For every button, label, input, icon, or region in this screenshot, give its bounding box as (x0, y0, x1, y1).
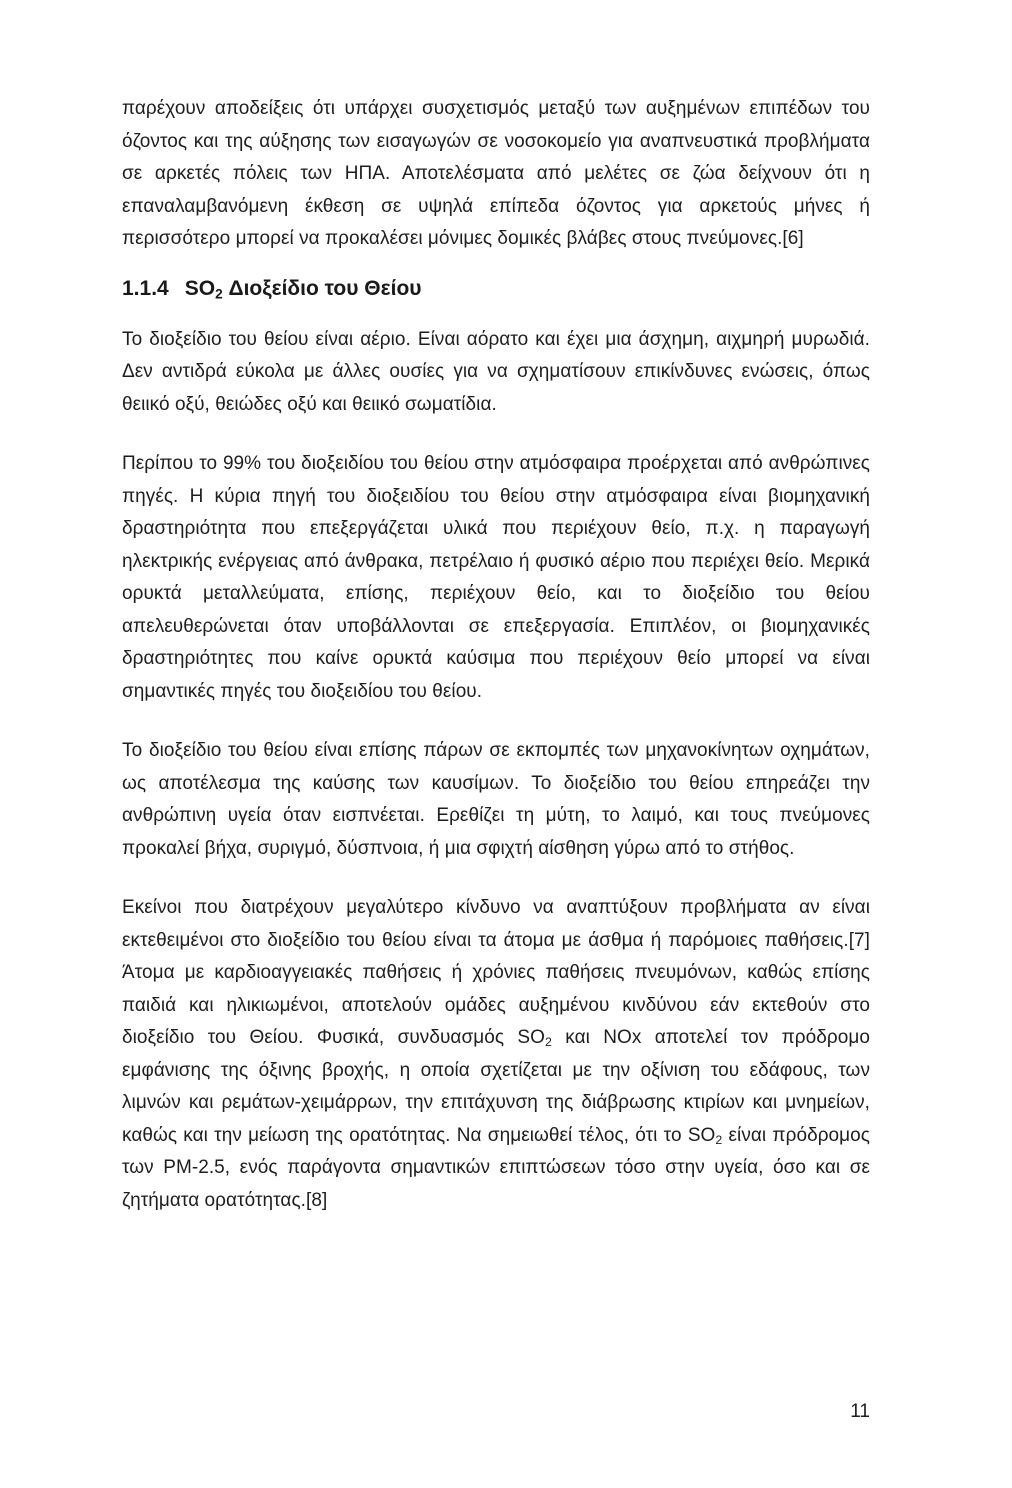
page-number: 11 (850, 1401, 870, 1422)
section-heading (122, 274, 870, 304)
page-content (122, 93, 870, 1217)
paragraph-so2-sources: Περίπου το 99% του διοξειδίου του θείου στην ατμόσφαιρα προέρχεται από ανθρώπινες πηγές. Η κύρια πηγή του διοξειδίου του θείου στην ατμόσφαιρα είναι βιομηχανική δραστηριότητα που επεξεργάζεται υλικά που περιέχουν θείο, π.χ. η παραγωγή ηλεκτρικής ενέργειας από άνθρακα, πετρέλαιο ή φυσικό αέριο που περιέχει θείο. Μερικά ορυκτά μεταλλεύματα, επίσης, περιέχουν θείο, και το διοξείδιο του θείου απελευθερώνεται όταν υποβάλλονται σε επεξεργασία. Επιπλέον, οι βιομηχανικές δραστηριότητες που καίνε ορυκτά καύσιμα που περιέχουν θείο μπορεί να είναι σημαντικές πηγές του διοξειδίου του θείου. (122, 453, 870, 702)
section-number: 1.1.4 (122, 276, 169, 300)
paragraph-so2-health: Το διοξείδιο του θείου είναι επίσης πάρων σε εκπομπές των μηχανοκίνητων οχημάτων, ως αποτέλεσμα της καύσης των καυσίμων. Το διοξείδιο του θείου επηρεάζει την ανθρώπινη υγεία όταν εισπνέεται. Ερεθίζει τη μύτη, το λαιμό, και τους πνεύμονες προκαλεί βήχα, συριγμό, δύσπνοια, ή μια σφιχτή αίσθηση γύρω από το στήθος. (122, 740, 870, 859)
section-title-formula: $SO_2$ (184, 276, 223, 301)
paragraph-gap (122, 865, 870, 892)
paragraph-ozone-continuation: παρέχουν αποδείξεις ότι υπάρχει συσχετισμός μεταξύ των αυξημένων επιπέδων του όζοντος και της αύξησης των εισαγωγών σε νοσοκομείο για αναπνευστικά προβλήματα σε αρκετές πόλεις των ΗΠΑ. Αποτελέσματα από μελέτες σε ζώα δείχνουν ότι η επαναλαμβανόμενη έκθεση σε υψηλά επίπεδα όζοντος για αρκετούς μήνες ή περισσότερο μπορεί να προκαλέσει μόνιμες δομικές βλάβες στους πνεύμονες.[6] (122, 98, 870, 249)
paragraph-so2-risk-groups: Εκείνοι που διατρέχουν μεγαλύτερο κίνδυνο να αναπτύξουν προβλήματα αν είναι εκτεθειμένοι στο διοξείδιο του θείου είναι τα άτομα με άσθμα ή παρόμοιες παθήσεις.[7] Άτομα με καρδιοαγγειακές παθήσεις ή χρόνιες παθήσεις πνευμόνων, καθώς επίσης παιδιά και ηλικιωμένοι, αποτελούν ομάδες αυξημένου κινδύνου εάν εκτεθούν στο διοξείδιο του Θείου. Φυσικά, συνδυασμός $SO_2$ και NOx αποτελεί τον πρόδρομο εμφάνισης της όξινης βροχής, η οποία σχετίζεται με την οξίνιση του εδάφους, των λιμνών και ρεμάτων-χειμάρρων, την επιτάχυνση της διάβρωσης κτιρίων και μνημείων, καθώς και την μείωση της ορατότητας. Να σημειωθεί τέλος, ότι το $SO_2$ είναι πρόδρομος των PM-2.5, ενός παράγοντα σημαντικών επιπτώσεων τόσο στην υγεία, όσο και σε ζητήματα ορατότητας.[8] (122, 897, 870, 1211)
paragraph-gap (122, 421, 870, 448)
paragraph-so2-description: Το διοξείδιο του θείου είναι αέριο. Είναι αόρατο και έχει μια άσχημη, αιχμηρή μυρωδιά. Δεν αντιδρά εύκολα με άλλες ουσίες για να σχηματίσουν επικίνδυνες ενώσεις, όπως θειικό οξύ, θειώδες οξύ και θειικό σωματίδια. (122, 328, 870, 415)
section-title: Διοξείδιο του Θείου (222, 276, 422, 300)
paragraph-gap (122, 708, 870, 735)
